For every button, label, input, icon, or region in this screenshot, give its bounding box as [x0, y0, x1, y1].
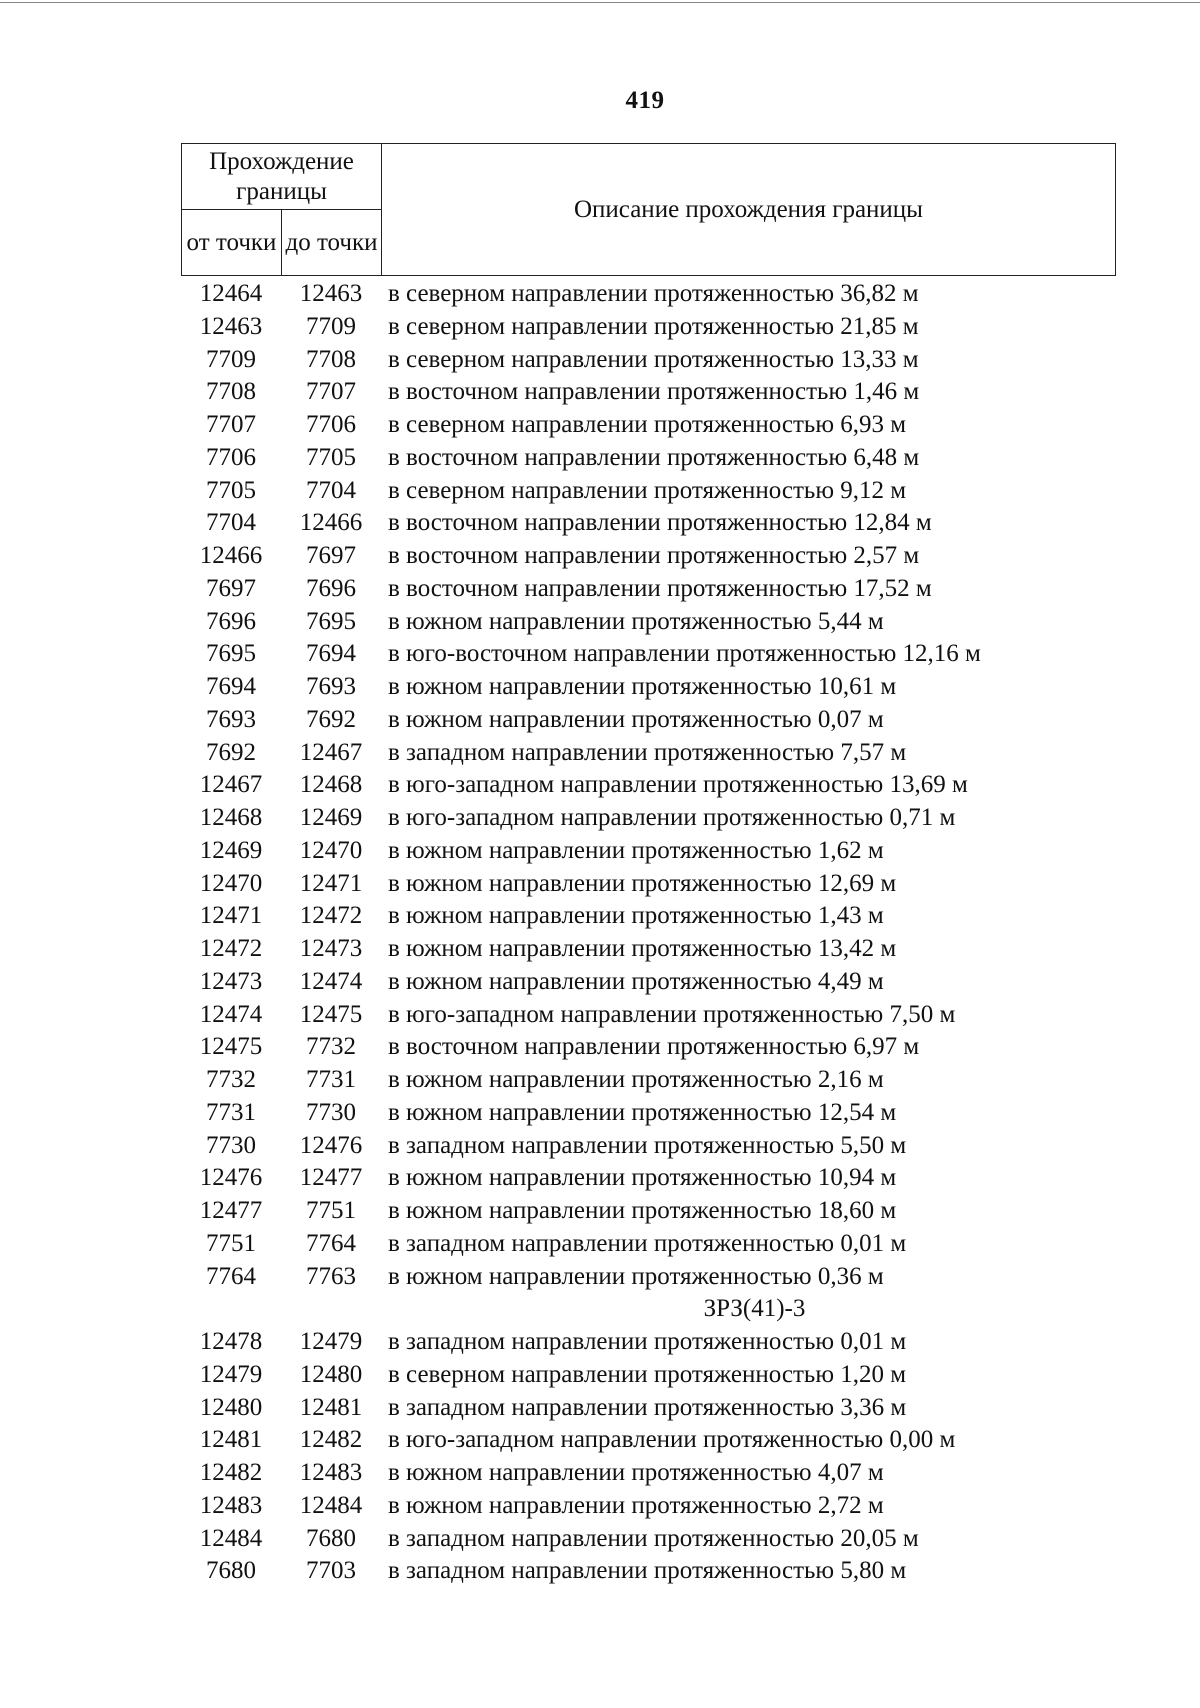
to-point-cell: 7692: [306, 705, 356, 733]
to-point-cell: 7697: [306, 542, 356, 569]
from-point-cell: 12483: [199, 1491, 263, 1519]
description-cell: в западном направлении протяженностью 7,57 м: [388, 738, 907, 766]
section-label: ЗРЗ(41)-3: [703, 1295, 806, 1323]
to-point-cell: 7706: [306, 411, 356, 438]
top-edge-line: [0, 2, 1200, 3]
from-point-cell: 7730: [206, 1131, 256, 1159]
from-point-cell: 12474: [199, 1000, 263, 1028]
from-point-cell: 12484: [199, 1524, 263, 1552]
to-point-cell: 12471: [299, 869, 363, 897]
description-cell: в восточном направлении протяженностью 6,48 м: [388, 443, 920, 471]
from-point-cell: 12477: [199, 1197, 263, 1224]
from-point-cell: 12476: [199, 1164, 263, 1192]
to-point-cell: 7680: [306, 1524, 356, 1552]
description-cell: в южном направлении протяженностью 18,60 м: [388, 1197, 897, 1224]
description-cell: в южном направлении протяженностью 12,69 м: [388, 869, 897, 897]
description-cell: в юго-западном направлении протяженностью 0,71 м: [388, 804, 956, 831]
to-point-cell: 12479: [299, 1328, 363, 1355]
from-point-cell: 7705: [206, 476, 256, 504]
to-point-cell: 12477: [299, 1164, 363, 1192]
header-from-point: от точки: [182, 210, 282, 276]
description-cell: в южном направлении протяженностью 1,62 м: [388, 836, 884, 864]
description-cell: в южном направлении протяженностью 12,54 м: [388, 1098, 897, 1126]
to-point-cell: 7763: [306, 1262, 356, 1290]
to-point-cell: 12475: [299, 1000, 363, 1028]
page-number: 419: [625, 87, 665, 114]
description-cell: в южном направлении протяженностью 1,43 м: [388, 902, 884, 930]
description-cell: в западном направлении протяженностью 20,05 м: [388, 1524, 919, 1552]
description-cell: в южном направлении протяженностью 13,42 м: [388, 935, 897, 962]
description-cell: в южном направлении протяженностью 0,07 м: [388, 705, 884, 733]
to-point-cell: 7764: [306, 1229, 356, 1257]
to-point-cell: 12469: [299, 804, 363, 831]
from-point-cell: 12481: [199, 1426, 263, 1454]
description-cell: в восточном направлении протяженностью 1,46 м: [388, 378, 920, 406]
to-point-cell: 7695: [306, 607, 356, 635]
from-point-cell: 12466: [199, 542, 263, 569]
to-point-cell: 7732: [306, 1033, 356, 1061]
from-point-cell: 7695: [206, 640, 256, 668]
from-point-cell: 12463: [199, 312, 263, 340]
from-point-cell: 12472: [199, 935, 263, 962]
description-cell: в южном направлении протяженностью 0,36 м: [388, 1262, 884, 1290]
description-cell: в северном направлении протяженностью 9,12 м: [388, 476, 907, 504]
from-point-cell: 12469: [199, 836, 263, 864]
from-point-cell: 12475: [199, 1033, 263, 1061]
to-point-cell: 7709: [306, 312, 356, 340]
to-point-cell: 7693: [306, 673, 356, 700]
to-point-cell: 12466: [299, 509, 363, 537]
from-point-cell: 7731: [206, 1098, 256, 1126]
description-cell: в западном направлении протяженностью 5,80 м: [388, 1557, 907, 1585]
description-cell: в южном направлении протяженностью 4,49 м: [388, 967, 884, 995]
from-point-cell: 12473: [199, 967, 263, 995]
to-point-cell: 12470: [299, 836, 363, 864]
from-point-cell: 7708: [206, 378, 256, 406]
to-point-cell: 12476: [299, 1131, 363, 1159]
from-point-cell: 12482: [199, 1459, 263, 1486]
description-cell: в юго-западном направлении протяженностью 0,00 м: [388, 1426, 956, 1454]
to-point-cell: 7731: [306, 1066, 356, 1093]
description-cell: в восточном направлении протяженностью 12,84 м: [388, 509, 932, 537]
to-point-cell: 7707: [306, 378, 356, 406]
description-cell: в северном направлении протяженностью 6,93 м: [388, 411, 907, 438]
from-point-cell: 7696: [206, 607, 256, 635]
description-cell: в западном направлении протяженностью 5,50 м: [388, 1131, 907, 1159]
from-point-cell: 12471: [199, 902, 263, 930]
header-boundary-passage: Прохождение границы: [182, 144, 382, 210]
description-cell: в северном направлении протяженностью 13,33 м: [388, 345, 919, 373]
to-point-cell: 12482: [299, 1426, 363, 1454]
description-cell: в южном направлении протяженностью 10,94 м: [388, 1164, 897, 1192]
to-point-cell: 12463: [299, 280, 363, 307]
description-cell: в западном направлении протяженностью 3,36 м: [388, 1393, 907, 1421]
from-point-cell: 7692: [206, 738, 256, 766]
description-cell: в южном направлении протяженностью 2,72 м: [388, 1491, 884, 1519]
description-cell: в южном направлении протяженностью 10,61 м: [388, 673, 897, 700]
from-point-cell: 7764: [206, 1262, 256, 1290]
from-point-cell: 12467: [199, 771, 263, 799]
from-point-cell: 7704: [206, 509, 256, 537]
description-cell: в западном направлении протяженностью 0,01 м: [388, 1229, 907, 1257]
to-point-cell: 12467: [299, 738, 363, 766]
to-point-cell: 7703: [306, 1557, 356, 1585]
from-point-cell: 7697: [206, 574, 256, 602]
from-point-cell: 12480: [199, 1393, 263, 1421]
description-cell: в юго-западном направлении протяженностью 13,69 м: [388, 771, 968, 799]
from-point-cell: 7693: [206, 705, 256, 733]
to-point-cell: 12483: [299, 1459, 363, 1486]
to-point-cell: 7708: [306, 345, 356, 373]
to-point-cell: 7730: [306, 1098, 356, 1126]
description-cell: в западном направлении протяженностью 0,01 м: [388, 1328, 907, 1355]
description-cell: в южном направлении протяженностью 4,07 м: [388, 1459, 884, 1486]
from-point-cell: 12468: [199, 804, 263, 831]
from-point-cell: 7680: [206, 1557, 256, 1585]
from-point-cell: 7694: [206, 673, 256, 700]
header-description: Описание прохождения границы: [382, 144, 1116, 276]
description-cell: в восточном направлении протяженностью 17,52 м: [388, 574, 932, 602]
from-point-cell: 7707: [206, 411, 256, 438]
description-cell: в восточном направлении протяженностью 6,97 м: [388, 1033, 920, 1061]
from-point-cell: 12478: [199, 1328, 263, 1355]
description-cell: в юго-восточном направлении протяженностью 12,16 м: [388, 640, 981, 668]
to-point-cell: 12484: [299, 1491, 363, 1519]
to-point-cell: 12473: [299, 935, 363, 962]
from-point-cell: 12470: [199, 869, 263, 897]
description-cell: в восточном направлении протяженностью 2,57 м: [388, 542, 920, 569]
to-point-cell: 12481: [299, 1393, 363, 1421]
from-point-cell: 7709: [206, 345, 256, 373]
to-point-cell: 7704: [306, 476, 356, 504]
from-point-cell: 7751: [206, 1229, 256, 1257]
to-point-cell: 7694: [306, 640, 356, 668]
to-point-cell: 12468: [299, 771, 363, 799]
description-cell: в северном направлении протяженностью 1,20 м: [388, 1360, 907, 1388]
description-cell: в южном направлении протяженностью 5,44 м: [388, 607, 884, 635]
from-point-cell: 7706: [206, 443, 256, 471]
from-point-cell: 7732: [206, 1066, 256, 1093]
to-point-cell: 12480: [299, 1360, 363, 1388]
description-cell: в северном направлении протяженностью 36,82 м: [388, 280, 919, 307]
description-cell: в южном направлении протяженностью 2,16 м: [388, 1066, 884, 1093]
description-cell: в северном направлении протяженностью 21,85 м: [388, 312, 919, 340]
from-point-cell: 12464: [199, 280, 263, 307]
description-cell: в юго-западном направлении протяженностью 7,50 м: [388, 1000, 956, 1028]
to-point-cell: 12474: [299, 967, 363, 995]
header-to-point: до точки: [282, 210, 382, 276]
to-point-cell: 7696: [306, 574, 356, 602]
table-header: [181, 143, 1116, 276]
to-point-cell: 7751: [306, 1197, 356, 1224]
to-point-cell: 12472: [299, 902, 363, 930]
from-point-cell: 12479: [199, 1360, 263, 1388]
to-point-cell: 7705: [306, 443, 356, 471]
